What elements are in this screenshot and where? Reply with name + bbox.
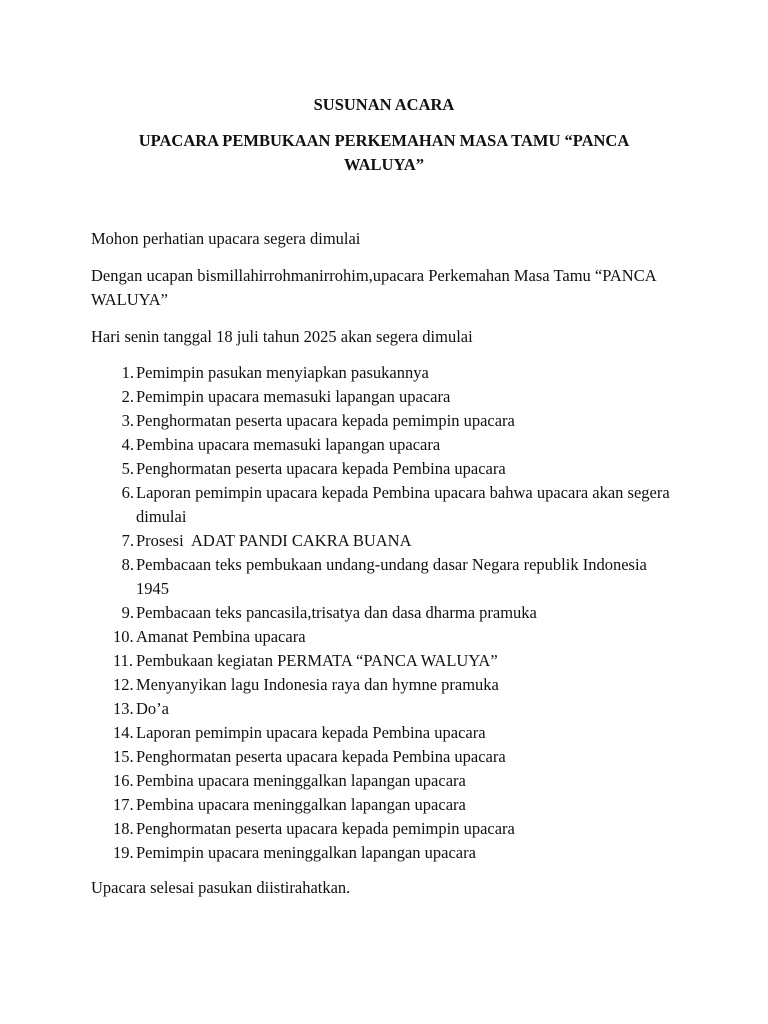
list-item-number: 15. xyxy=(113,747,134,766)
list-item-number: 8. xyxy=(121,555,134,574)
list-item xyxy=(91,409,671,433)
paragraph-opening: Dengan ucapan bismillahirrohmanirrohim,upacara Perkemahan Masa Tamu “PANCA WALUYA” xyxy=(91,266,656,309)
list-item-text: Pemimpin upacara memasuki lapangan upacara xyxy=(136,387,451,406)
list-item xyxy=(91,385,671,409)
paragraph-attention: Mohon perhatian upacara segera dimulai xyxy=(91,229,361,248)
paragraph-closing: Upacara selesai pasukan diistirahatkan. xyxy=(91,878,351,897)
list-item-text: Pembacaan teks pancasila,trisatya dan dasa dharma pramuka xyxy=(136,603,537,622)
list-item xyxy=(91,817,671,841)
list-item-number: 11. xyxy=(113,651,134,670)
list-item xyxy=(91,721,671,745)
list-item-number: 4. xyxy=(121,435,134,454)
list-item-text: Laporan pemimpin upacara kepada Pembina upacara xyxy=(136,723,486,742)
list-item xyxy=(91,361,671,385)
list-item xyxy=(91,673,671,697)
document-subtitle: UPACARA PEMBUKAAN PERKEMAHAN MASA TAMU “PANCA WALUYA” xyxy=(138,131,630,174)
list-item-text: Pemimpin upacara meninggalkan lapangan upacara xyxy=(136,843,476,862)
list-item-number: 19. xyxy=(113,843,134,862)
list-item xyxy=(91,553,671,601)
list-item-text: Pembina upacara memasuki lapangan upacara xyxy=(136,435,441,454)
document-title: SUSUNAN ACARA xyxy=(313,95,455,114)
list-item xyxy=(91,481,671,529)
list-item xyxy=(91,529,671,553)
list-item-number: 6. xyxy=(121,483,134,502)
list-item-number: 10. xyxy=(113,627,134,646)
list-item-number: 9. xyxy=(121,603,134,622)
agenda-list xyxy=(91,361,671,865)
list-item-number: 12. xyxy=(113,675,134,694)
list-item-text: Pembacaan teks pembukaan undang-undang dasar Negara republik Indonesia 1945 xyxy=(136,555,647,598)
list-item-number: 2. xyxy=(121,387,134,406)
list-item-number: 18. xyxy=(113,819,134,838)
list-item xyxy=(91,433,671,457)
list-item-text: Prosesi ADAT PANDI CAKRA BUANA xyxy=(136,531,412,550)
list-item-text: Penghormatan peserta upacara kepada pemimpin upacara xyxy=(136,819,515,838)
list-item xyxy=(91,841,671,865)
list-item-number: 16. xyxy=(113,771,134,790)
list-item xyxy=(91,625,671,649)
list-item xyxy=(91,745,671,769)
list-item-number: 3. xyxy=(121,411,134,430)
list-item-text: Laporan pemimpin upacara kepada Pembina upacara bahwa upacara akan segera dimulai xyxy=(136,483,670,526)
list-item-text: Menyanyikan lagu Indonesia raya dan hymne pramuka xyxy=(136,675,499,694)
list-item xyxy=(91,457,671,481)
list-item xyxy=(91,601,671,625)
list-item-number: 17. xyxy=(113,795,134,814)
list-item-text: Pemimpin pasukan menyiapkan pasukannya xyxy=(136,363,429,382)
list-item xyxy=(91,649,671,673)
list-item-text: Do’a xyxy=(136,699,169,718)
list-item-text: Pembina upacara meninggalkan lapangan upacara xyxy=(136,795,466,814)
list-item-text: Pembukaan kegiatan PERMATA “PANCA WALUYA” xyxy=(136,651,498,670)
list-item-number: 5. xyxy=(121,459,134,478)
list-item-number: 13. xyxy=(113,699,134,718)
list-item-text: Penghormatan peserta upacara kepada pemimpin upacara xyxy=(136,411,515,430)
list-item-text: Penghormatan peserta upacara kepada Pembina upacara xyxy=(136,459,506,478)
list-item xyxy=(91,697,671,721)
list-item-text: Amanat Pembina upacara xyxy=(136,627,306,646)
list-item-text: Penghormatan peserta upacara kepada Pembina upacara xyxy=(136,747,506,766)
list-item xyxy=(91,793,671,817)
list-item-text: Pembina upacara meninggalkan lapangan upacara xyxy=(136,771,466,790)
list-item-number: 14. xyxy=(113,723,134,742)
paragraph-date: Hari senin tanggal 18 juli tahun 2025 akan segera dimulai xyxy=(91,327,473,346)
list-item xyxy=(91,769,671,793)
list-item-number: 1. xyxy=(121,363,134,382)
list-item-number: 7. xyxy=(121,531,134,550)
